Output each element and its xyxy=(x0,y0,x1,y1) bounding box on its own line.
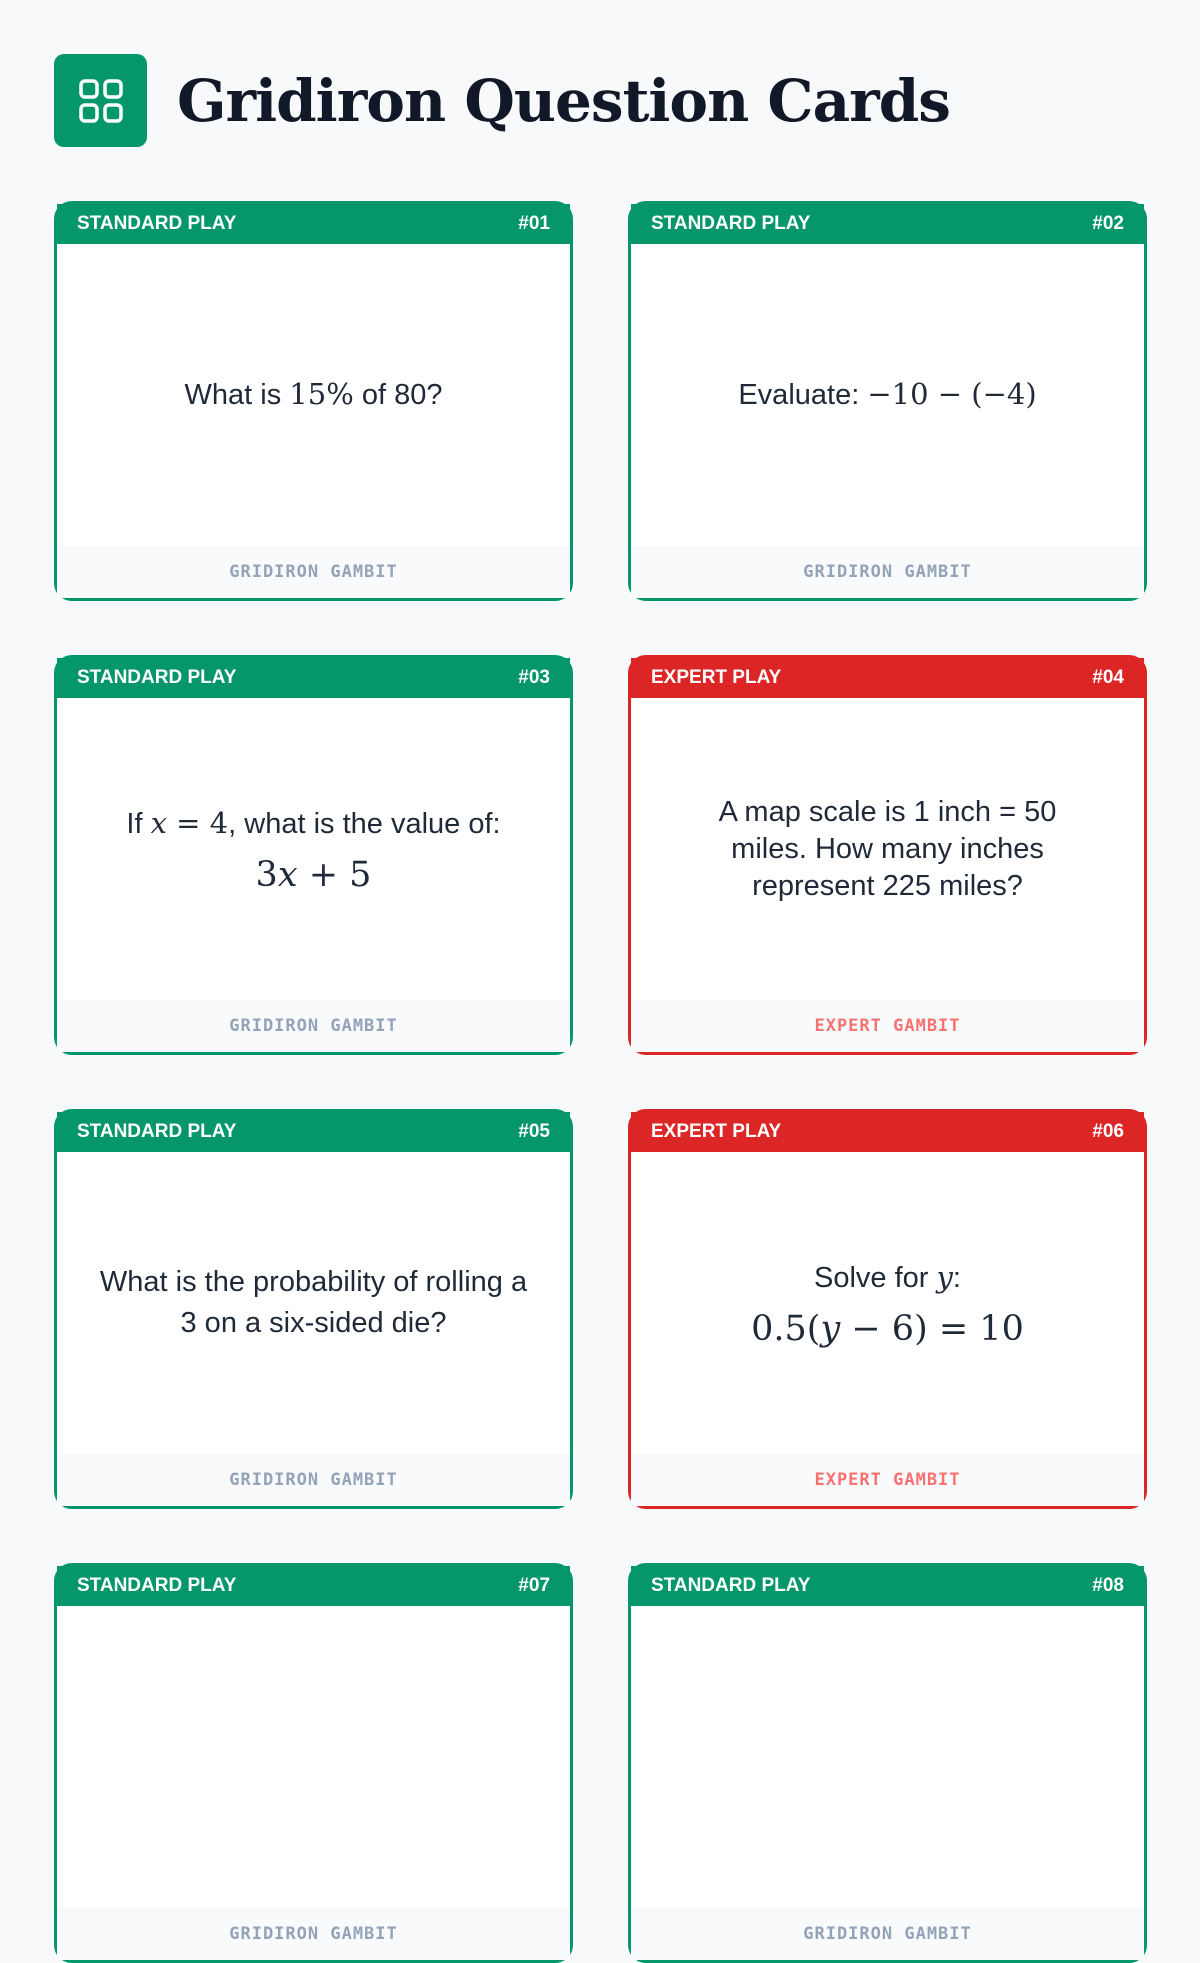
question-card[interactable] xyxy=(628,201,1147,601)
question-card[interactable] xyxy=(628,1563,1147,1963)
card-question xyxy=(631,1606,1144,1908)
card-number: #05 xyxy=(518,1121,550,1142)
card-footer: GRIDIRON GAMBIT xyxy=(631,1908,1144,1960)
card-header xyxy=(57,1112,570,1152)
card-header xyxy=(57,658,570,698)
question-expression: 3x + 5 xyxy=(255,854,372,895)
card-question xyxy=(57,698,570,1000)
card-footer: GRIDIRON GAMBIT xyxy=(57,1454,570,1506)
card-footer: GRIDIRON GAMBIT xyxy=(57,546,570,598)
question-card[interactable] xyxy=(54,1109,573,1509)
card-footer: GRIDIRON GAMBIT xyxy=(57,1000,570,1052)
question-card[interactable] xyxy=(54,655,573,1055)
question-text: Evaluate: −10 − (−4) xyxy=(738,377,1037,411)
card-header xyxy=(631,1566,1144,1606)
card-tier: EXPERT PLAY xyxy=(651,667,782,688)
card-question xyxy=(57,1606,570,1908)
question-text: Solve for y: xyxy=(814,1259,961,1294)
card-question xyxy=(57,1152,570,1454)
grid-icon xyxy=(54,54,147,147)
card-number: #07 xyxy=(518,1575,550,1596)
card-grid xyxy=(54,201,1147,1963)
question-text: What is 15% of 80? xyxy=(184,377,443,411)
card-number: #06 xyxy=(1092,1121,1124,1142)
card-footer: GRIDIRON GAMBIT xyxy=(631,546,1144,598)
question-text: A map scale is 1 inch = 50 miles. How many inches represent 225 miles? xyxy=(718,795,1057,902)
card-number: #03 xyxy=(518,667,550,688)
card-number: #08 xyxy=(1092,1575,1124,1596)
card-tier: STANDARD PLAY xyxy=(77,213,237,234)
card-footer: GRIDIRON GAMBIT xyxy=(57,1908,570,1960)
question-expression: 0.5(y − 6) = 10 xyxy=(751,1308,1024,1349)
card-tier: STANDARD PLAY xyxy=(77,1121,237,1142)
card-question xyxy=(57,244,570,546)
card-question xyxy=(631,698,1144,1000)
card-tier: STANDARD PLAY xyxy=(77,667,237,688)
question-card[interactable] xyxy=(628,655,1147,1055)
card-tier: STANDARD PLAY xyxy=(77,1575,237,1596)
question-card[interactable] xyxy=(54,1563,573,1963)
card-footer: EXPERT GAMBIT xyxy=(631,1000,1144,1052)
card-question xyxy=(631,1152,1144,1454)
card-header xyxy=(57,204,570,244)
card-tier: STANDARD PLAY xyxy=(651,213,811,234)
page-title: Gridiron Question Cards xyxy=(177,66,950,135)
card-tier: STANDARD PLAY xyxy=(651,1575,811,1596)
question-card[interactable] xyxy=(54,201,573,601)
card-footer: EXPERT GAMBIT xyxy=(631,1454,1144,1506)
card-question xyxy=(631,244,1144,546)
card-number: #01 xyxy=(518,213,550,234)
card-tier: EXPERT PLAY xyxy=(651,1121,782,1142)
card-header xyxy=(631,1112,1144,1152)
card-header xyxy=(631,204,1144,244)
card-header xyxy=(57,1566,570,1606)
page-header xyxy=(54,54,950,147)
question-text: If x = 4, what is the value of: xyxy=(126,805,501,840)
card-header xyxy=(631,658,1144,698)
card-number: #04 xyxy=(1092,667,1124,688)
card-number: #02 xyxy=(1092,213,1124,234)
question-text: What is the probability of rolling a 3 on a six-sided die? xyxy=(99,1266,528,1339)
question-card[interactable] xyxy=(628,1109,1147,1509)
